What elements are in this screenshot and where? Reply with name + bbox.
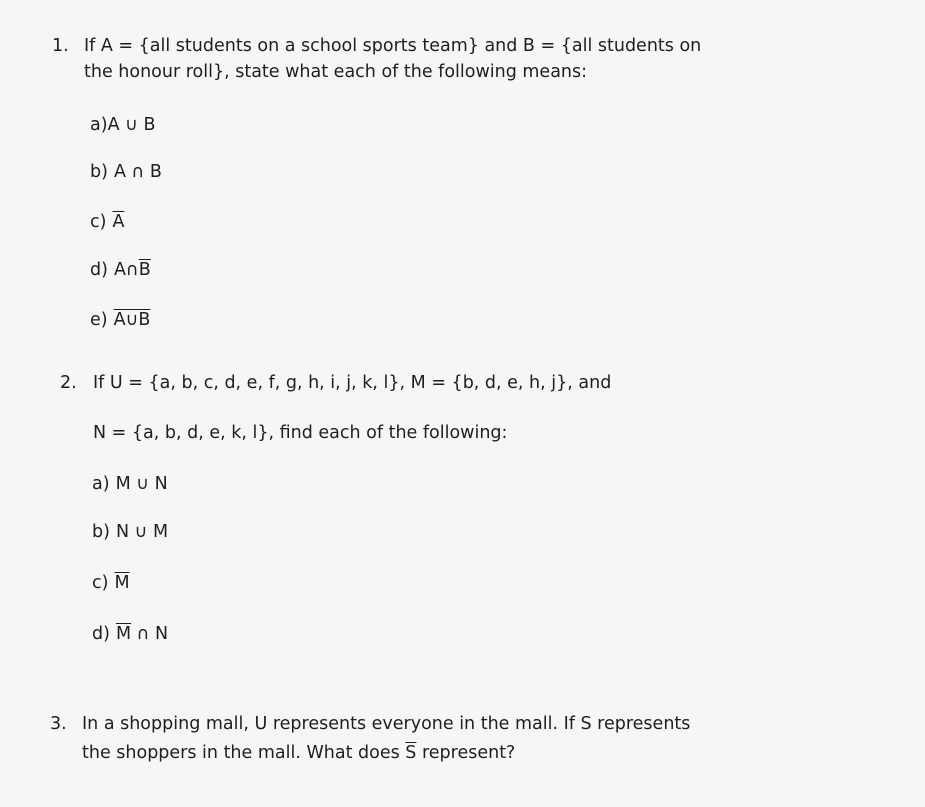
question-1-text-line-1: If A = {all students on a school sports team} and B = {all students on: [84, 36, 702, 56]
set-expression: N ∪ M: [115, 522, 169, 542]
question-3-text-line-2: [82, 742, 515, 764]
question-2-text-line-1: If U = {a, b, c, d, e, f, g, h, i, j, k, l}, M = {b, d, e, h, j}, and: [93, 373, 612, 393]
question-1-text-line-2: the honour roll}, state what each of the following means:: [84, 62, 588, 82]
question-2-part-c: [92, 572, 130, 594]
question-3-text-before: the shoppers in the mall. What does: [82, 743, 406, 763]
question-1-part-c: [90, 211, 124, 233]
complement-expression: A∪B: [113, 310, 151, 330]
set-expression: A ∩ B: [113, 162, 162, 182]
set-expression: A∩: [113, 260, 139, 280]
complement-expression: $\overline{M}$: [114, 573, 130, 593]
question-2-part-a: [92, 473, 168, 495]
question-2-part-d: [92, 623, 168, 645]
set-expression: ∩ N: [131, 624, 169, 644]
question-3-number: 3.: [50, 714, 67, 734]
question-3-text-line-1: In a shopping mall, U represents everyone in the mall. If S represents: [82, 714, 691, 734]
question-3-text-after: represent?: [416, 743, 516, 763]
set-expression: M ∪ N: [115, 474, 168, 494]
part-label: d): [90, 260, 108, 280]
complement-expression: $\overline{A}$: [112, 212, 125, 232]
question-1-part-b: [90, 161, 162, 183]
part-label: a): [92, 474, 110, 494]
complement-expression: $\overline{M}$: [115, 624, 132, 644]
question-2-text-line-2: N = {a, b, d, e, k, l}, find each of the following:: [93, 423, 508, 443]
part-label: b): [90, 162, 108, 182]
set-expression: A ∪ B: [107, 115, 156, 135]
part-label: b): [92, 522, 110, 542]
question-1-part-d: [90, 259, 151, 281]
question-2-part-b: [92, 521, 168, 543]
question-1-part-e: [90, 309, 150, 331]
part-label: c): [90, 212, 107, 232]
part-label: e): [90, 310, 108, 330]
complement-expression: $\overline{B}$: [138, 260, 151, 280]
part-label: c): [92, 573, 109, 593]
question-1-part-a: [90, 114, 155, 136]
part-label: a): [90, 115, 108, 135]
question-2-number: 2.: [60, 373, 77, 393]
s-complement-symbol: $\overline{S}$: [405, 743, 417, 763]
question-1-number: 1.: [52, 36, 69, 56]
part-label: d): [92, 624, 110, 644]
